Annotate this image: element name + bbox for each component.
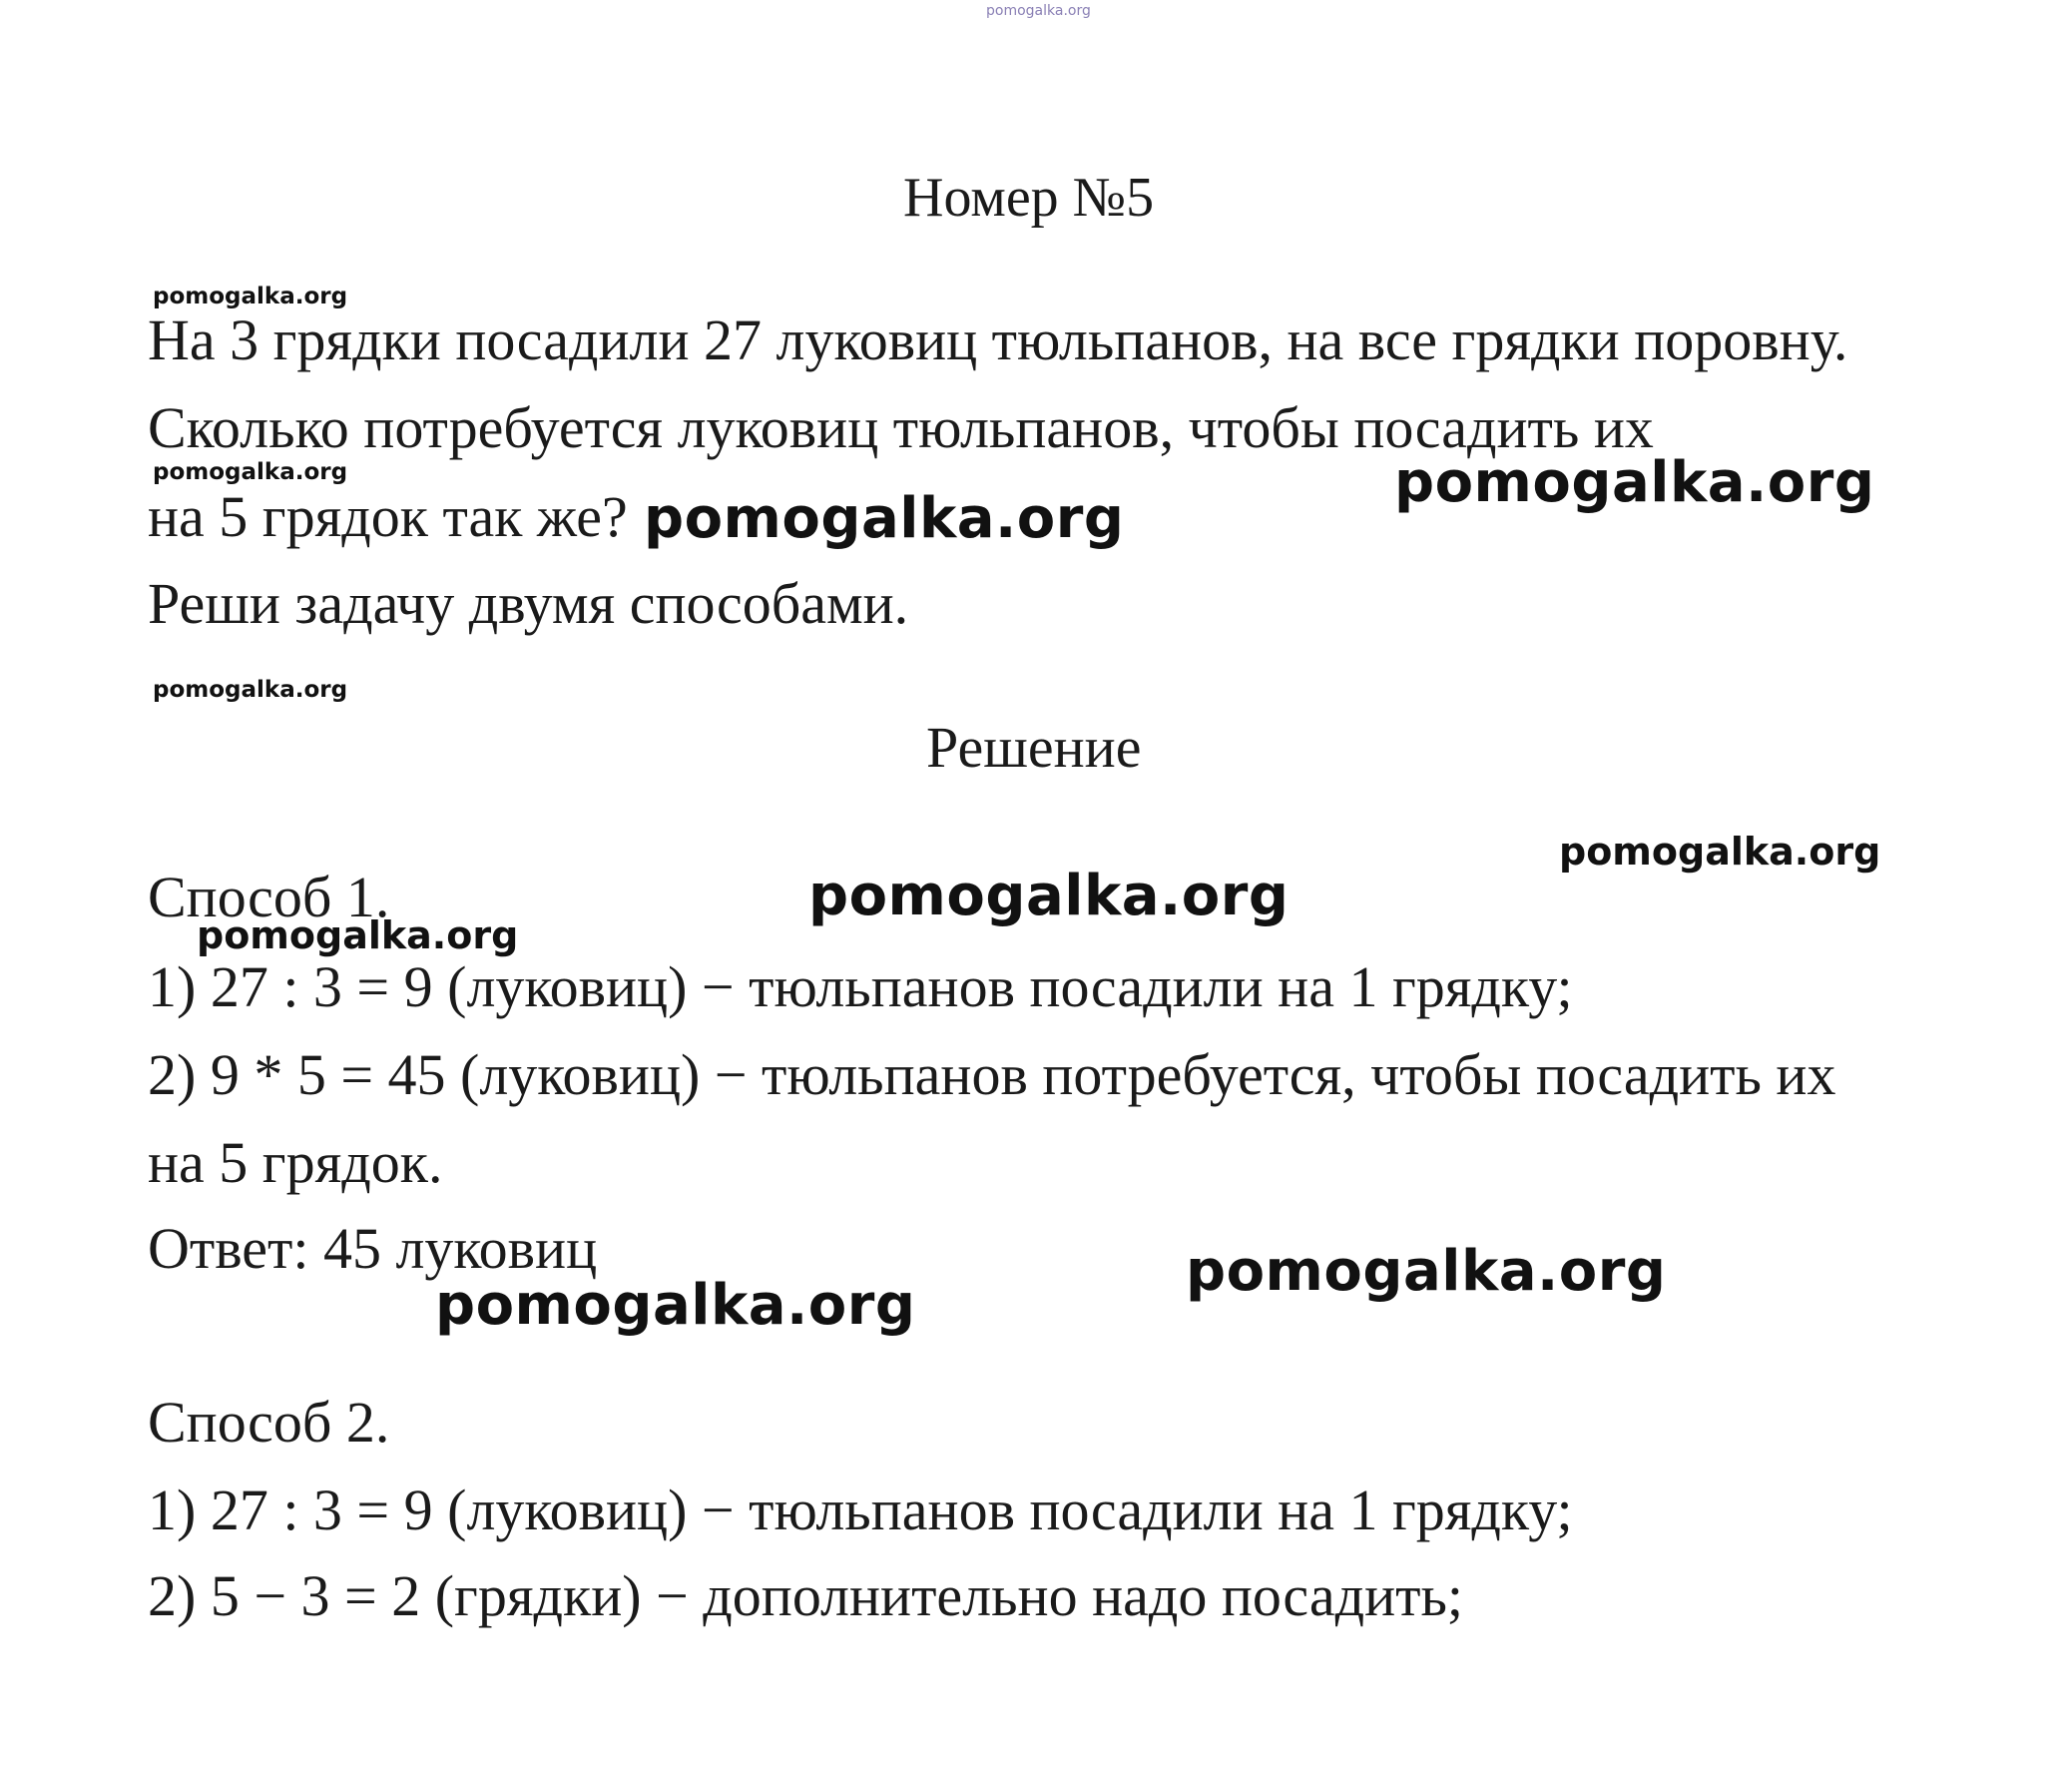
watermark-small: pomogalka.org bbox=[153, 677, 348, 703]
watermark-large: pomogalka.org bbox=[644, 486, 1125, 551]
watermark-medium: pomogalka.org bbox=[197, 913, 519, 957]
method-1-label: Способ 1. bbox=[148, 865, 390, 929]
watermark-small: pomogalka.org bbox=[153, 284, 348, 309]
method-1-step-1: 1) 27 : 3 = 9 (луковиц) − тюльпанов посадили на 1 грядку; bbox=[148, 954, 1573, 1019]
problem-line-2: Сколько потребуется луковиц тюльпанов, чтобы посадить их bbox=[148, 395, 1654, 460]
solution-heading: Решение bbox=[926, 715, 1142, 780]
watermark-large: pomogalka.org bbox=[1186, 1239, 1667, 1304]
method-1-step-2-continued: на 5 грядок. bbox=[148, 1130, 443, 1195]
method-1-step-2: 2) 9 * 5 = 45 (луковиц) − тюльпанов потребуется, чтобы посадить их bbox=[148, 1042, 1836, 1107]
page-title: Номер №5 bbox=[903, 167, 1155, 229]
method-2-step-1: 1) 27 : 3 = 9 (луковиц) − тюльпанов посадили на 1 грядку; bbox=[148, 1478, 1573, 1542]
method-1-answer: Ответ: 45 луковиц bbox=[148, 1216, 598, 1281]
top-watermark: pomogalka.org bbox=[986, 3, 1091, 19]
watermark-small: pomogalka.org bbox=[153, 459, 348, 485]
watermark-large: pomogalka.org bbox=[808, 864, 1290, 928]
method-2-step-2: 2) 5 − 3 = 2 (грядки) − дополнительно надо посадить; bbox=[148, 1563, 1464, 1628]
watermark-large: pomogalka.org bbox=[1394, 450, 1875, 515]
problem-line-3: на 5 грядок так же? bbox=[148, 484, 628, 549]
watermark-medium: pomogalka.org bbox=[1559, 830, 1881, 874]
watermark-large: pomogalka.org bbox=[435, 1273, 916, 1338]
problem-line-1: На 3 грядки посадили 27 луковиц тюльпанов, на все грядки поровну. bbox=[148, 307, 1848, 372]
problem-line-4: Реши задачу двумя способами. bbox=[148, 571, 909, 636]
method-2-label: Способ 2. bbox=[148, 1390, 390, 1455]
